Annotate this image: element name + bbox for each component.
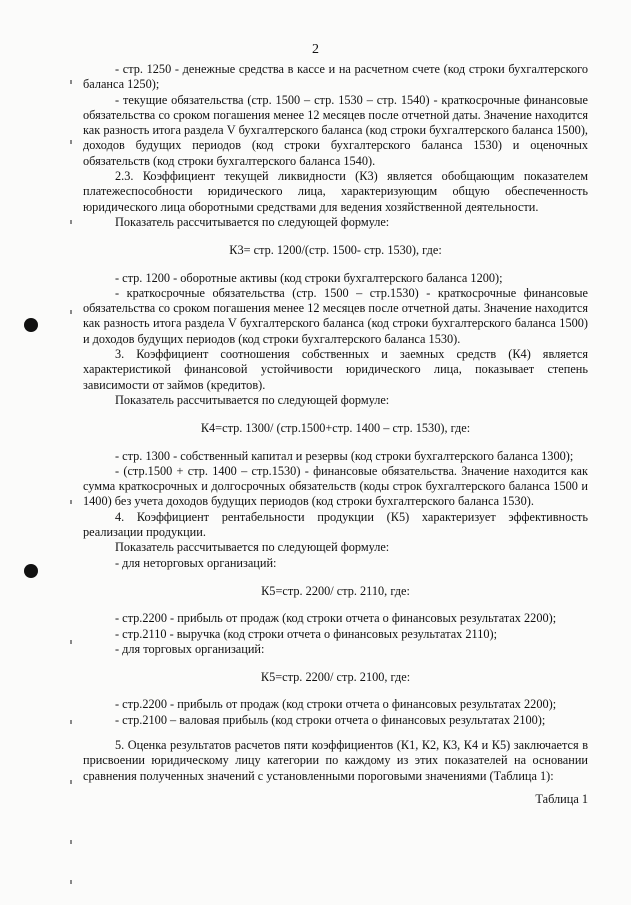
table-caption: Таблица 1 [535, 791, 588, 806]
spacer [83, 728, 588, 738]
paragraph: - стр.2200 - прибыль от продаж (код строки отчета о финансовых результатах 2200); [115, 611, 557, 626]
paragraph: - краткосрочные обязательства (стр. 1500 – стр.1530) - краткосрочные финансовые обязательства со сроком погашения менее 12 месяцев после отчетной даты. Значение находится как разность итога раздела V бухгалтерского баланса (код строки бухгалтерского баланса 1500) и доходов будущих периодов (код строки бухгалтерского баланса 1530). [83, 285, 588, 346]
paragraph: Показатель рассчитывается по следующей формуле: [115, 540, 390, 555]
paragraph: - текущие обязательства (стр. 1500 – стр. 1530 – стр. 1540) - краткосрочные финансовые обязательства со сроком погашения менее 12 месяцев после отчетной даты. Значение находится как разность итога раздела V бухгалтерского баланса (код строки бухгалтерского баланса 1500), доходов будущих периодов (код строки бухгалтерского баланса 1530) и оценочных обязательств (код строки бухгалтерского баланса 1540). [83, 92, 588, 168]
paragraph: - стр. 1200 - оборотные активы (код строки бухгалтерского баланса 1200); [115, 270, 503, 285]
paragraph: - стр.2110 - выручка (код строки отчета о финансовых результатах 2110); [115, 626, 498, 641]
margin-tick-marks [70, 80, 72, 900]
paragraph: - стр.2100 – валовая прибыль (код строки отчета о финансовых результатах 2100); [115, 712, 546, 727]
punch-hole-top [24, 318, 38, 332]
formula-line: К4=стр. 1300/ (стр.1500+стр. 1400 – стр. 1530), где: [200, 421, 471, 436]
formula-line: К5=стр. 2200/ стр. 2100, где: [260, 670, 411, 685]
paragraph: Показатель рассчитывается по следующей формуле: [115, 392, 390, 407]
formula-line: К5=стр. 2200/ стр. 2110, где: [261, 583, 410, 598]
paragraph: 5. Оценка результатов расчетов пяти коэффициентов (К1, К2, К3, К4 и К5) заключается в присвоении юридическому лицу категории по каждому из этих показателей на основании сравнения полученных значений с установленными пороговыми значениями (Таблица 1): [83, 737, 588, 783]
paragraph: 4. Коэффициент рентабельности продукции (К5) характеризует эффективность реализации продукции. [83, 509, 588, 540]
formula-line: К3= стр. 1200/(стр. 1500- стр. 1530), где: [229, 243, 442, 258]
paragraph: - стр.2200 - прибыль от продаж (код строки отчета о финансовых результатах 2200); [115, 697, 557, 712]
document-body [83, 62, 588, 807]
paragraph: - (стр.1500 + стр. 1400 – стр.1530) - финансовые обязательства. Значение находится как сумма краткосрочных и долгосрочных обязательств (коды строк бухгалтерского баланса 1500 и 1400) без учета доходов будущих периодов (код строки бухгалтерского баланса 1530). [83, 463, 588, 509]
paragraph: - для торговых организаций: [115, 641, 265, 656]
paragraph: - стр. 1250 - денежные средства в кассе и на расчетном счете (код строки бухгалтерского баланса 1250); [83, 62, 588, 92]
paragraph: - для неторговых организаций: [115, 555, 277, 570]
page-number: 2 [312, 42, 319, 57]
punch-hole-bottom [24, 564, 38, 578]
paragraph: - стр. 1300 - собственный капитал и резервы (код строки бухгалтерского баланса 1300); [115, 448, 574, 463]
paragraph: 2.3. Коэффициент текущей ликвидности (К3) является обобщающим показателем платежеспособности юридического лица, характеризующим общую обеспеченность юридического лица оборотными средствами для ведения хозяйственной деятельности. [83, 169, 588, 214]
paragraph: Показатель рассчитывается по следующей формуле: [115, 214, 390, 229]
paragraph: 3. Коэффициент соотношения собственных и заемных средств (К4) является характеристикой финансовой устойчивости юридического лица, показывает степень зависимости от займов (кредитов). [83, 347, 588, 392]
